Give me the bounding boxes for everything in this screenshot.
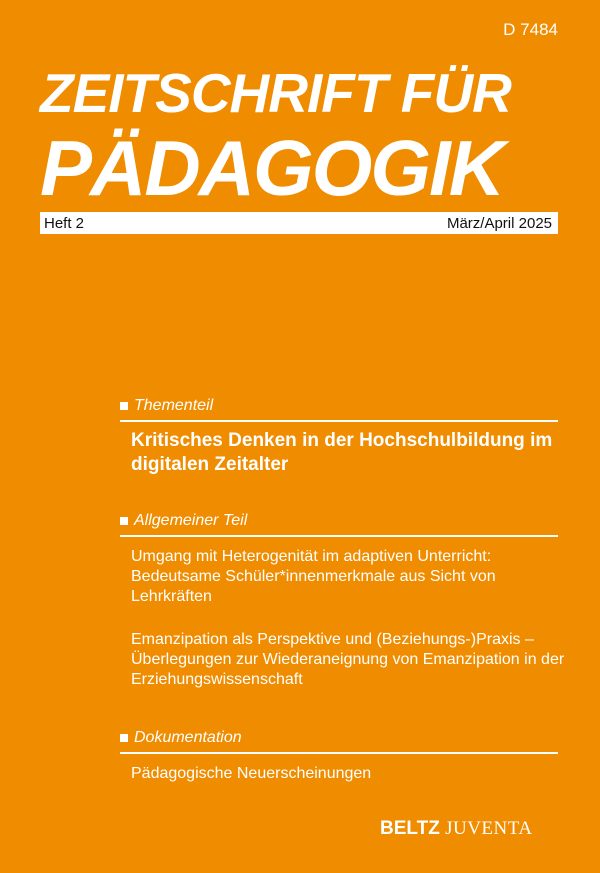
issue-number: Heft 2 bbox=[44, 214, 85, 232]
square-bullet-icon bbox=[120, 402, 128, 410]
article-entry: Umgang mit Heterogenität im adaptiven Unterricht: Bedeutsame Schüler*innenmerkmale aus Sicht von Lehrkräften bbox=[131, 548, 496, 605]
article-entry: Pädagogische Neuerscheinungen bbox=[131, 765, 372, 782]
issue-date: März/April 2025 bbox=[446, 214, 552, 232]
section-heading-thementeil: Thementeil bbox=[120, 397, 213, 415]
issue-bar bbox=[40, 212, 558, 234]
divider bbox=[120, 420, 558, 422]
journal-title-line2: PÄDAGOGIK bbox=[40, 124, 504, 212]
section-heading-dokumentation: Dokumentation bbox=[120, 729, 242, 747]
article-title: Kritisches Denken in der Hochschulbildung im digitalen Zeitalter bbox=[131, 430, 553, 475]
divider bbox=[120, 752, 558, 754]
article-entry: Emanzipation als Perspektive und (Beziehungs-)Praxis – Überlegungen zur Wiederaneignung von Emanzipation in der Erziehungswissenschaft bbox=[131, 631, 565, 688]
section-heading-allgemeiner-teil: Allgemeiner Teil bbox=[120, 512, 247, 530]
publisher-logo: BELTZ JUVENTA bbox=[380, 818, 533, 839]
square-bullet-icon bbox=[120, 517, 128, 525]
journal-title-line1: ZEITSCHRIFT FÜR bbox=[40, 62, 511, 124]
square-bullet-icon bbox=[120, 734, 128, 742]
journal-code: D 7484 bbox=[503, 20, 558, 39]
divider bbox=[120, 535, 558, 537]
